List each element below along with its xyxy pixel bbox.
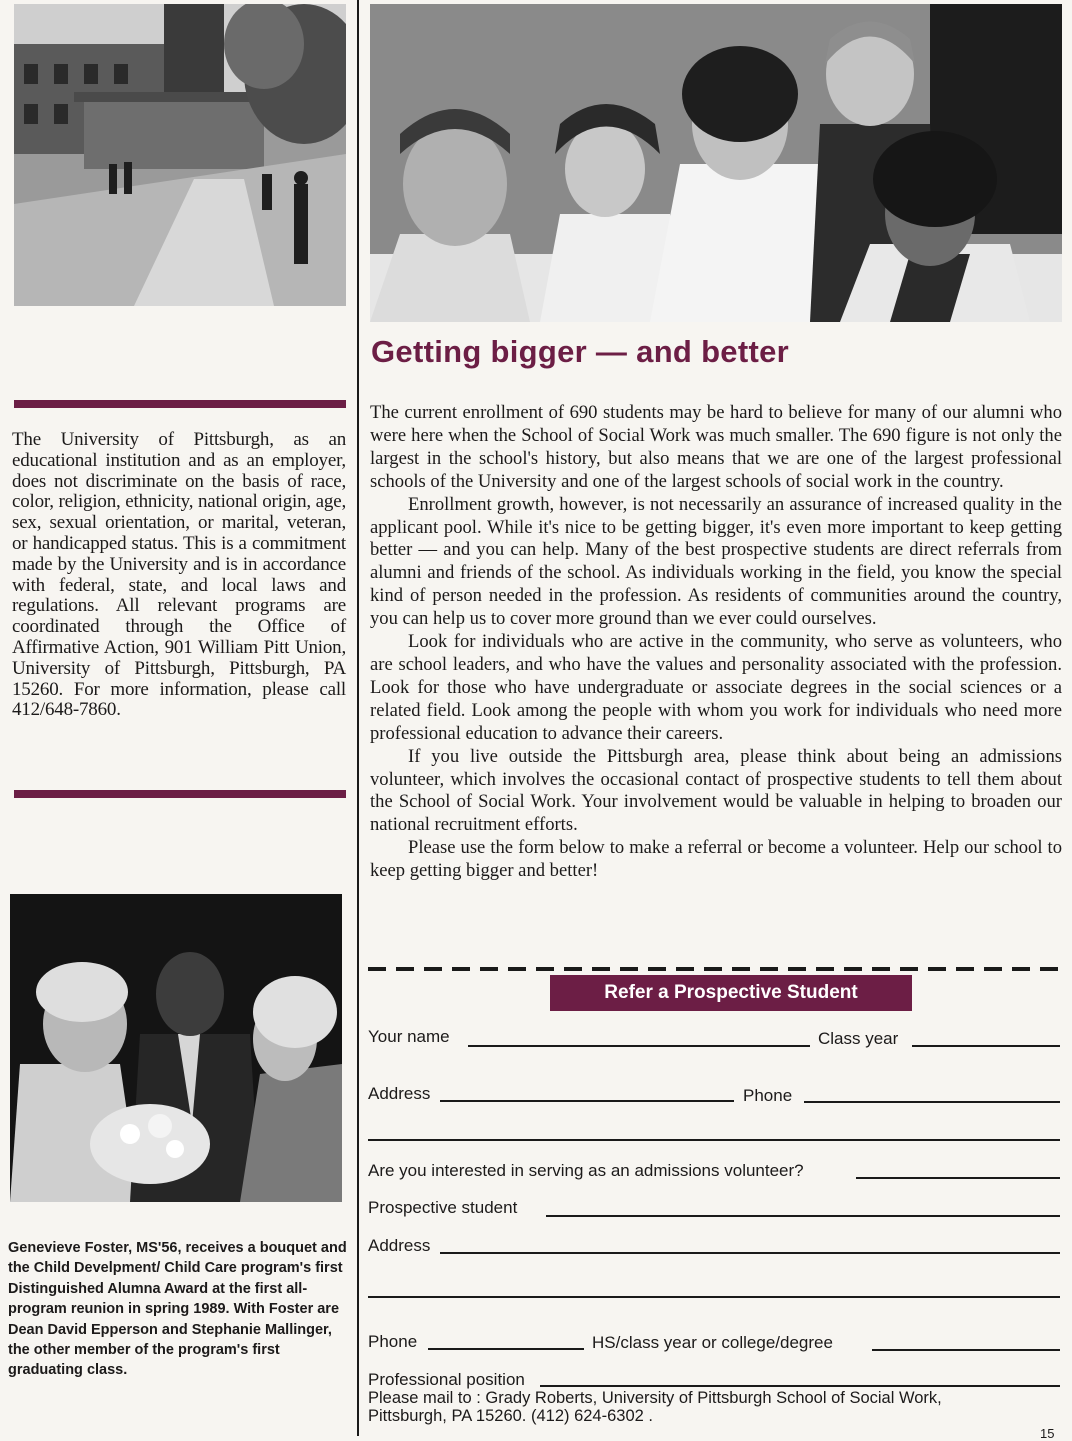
article-paragraph: The current enrollment of 690 students may be hard to believe for many of our alumni who were here when the School of Social Work was much smaller. The 690 figure is not only the largest in the school's history, but also means that we are one of the largest professional schools of the University and one of the largest schools of social work in the country. — [370, 402, 1062, 492]
article-headline: Getting bigger — and better — [371, 334, 790, 369]
mailing-line-2: Pittsburgh, PA 15260. (412) 624-6302 . — [368, 1407, 653, 1425]
phone-field[interactable] — [804, 1101, 1060, 1103]
student-phone-field[interactable] — [428, 1348, 584, 1350]
mailing-instructions — [368, 1389, 1058, 1425]
cut-line — [368, 967, 1062, 971]
form-banner: Refer a Prospective Student — [550, 975, 912, 1011]
hs-class-field[interactable] — [872, 1349, 1060, 1351]
student-address-label: Address — [368, 1236, 431, 1255]
nondiscrimination-notice: The University of Pittsburgh, as an educational institution and as an employer, does not discriminate on the basis of race, color, religion, ethnicity, national origin, age, sex, sexual orientation, or marital, veteran, or handicapped status. This is a commitment made by the University and is in accordance with federal, state, and local laws and regulations. All relevant programs are coordinated through the Office of Affirmative Action, 901 William Pitt Union, University of Pittsburgh, Pittsburgh, PA 15260. For more information, please call 412/648-7860. — [12, 429, 346, 721]
column-divider — [357, 0, 359, 1436]
campus-photo — [14, 4, 346, 306]
prospective-student-label: Prospective student — [368, 1198, 518, 1217]
student-phone-label: Phone — [368, 1332, 418, 1351]
student-address-field[interactable] — [440, 1252, 1060, 1254]
phone-label: Phone — [743, 1086, 793, 1105]
address-label: Address — [368, 1084, 431, 1103]
notice-bottom-bar — [14, 790, 346, 798]
volunteer-answer-field[interactable] — [856, 1177, 1060, 1179]
class-year-label: Class year — [818, 1029, 899, 1048]
students-group-photo — [370, 4, 1062, 322]
article-paragraph: Enrollment growth, however, is not necessarily an assurance of increased quality in the applicant pool. While it's nice to be getting bigger, it's even more important to keep getting better — and you can help. Many of the best prospective students are direct referrals from alumni and friends of the school. As individuals working in the field, you know the special kind of person needed in the profession. As residents of communities around the country, you can help us to cover more ground than we ever could ourselves. — [370, 493, 1062, 630]
address-field-line2[interactable] — [368, 1139, 1060, 1141]
article-body — [370, 402, 1062, 883]
your-name-label: Your name — [368, 1027, 450, 1046]
student-address-field-line2[interactable] — [368, 1296, 1060, 1298]
photo-caption: Genevieve Foster, MS'56, receives a bouquet and the Child Develpment/ Child Care program's first Distinguished Alumna Award at the first all-program reunion in spring 1989. With Foster are Dean David Epperson and Stephanie Mallinger, the other member of the program's first graduating class. — [8, 1240, 347, 1379]
class-year-field[interactable] — [912, 1045, 1060, 1047]
hs-class-label: HS/class year or college/degree — [592, 1333, 833, 1352]
professional-position-label: Professional position — [368, 1370, 525, 1389]
prospective-student-field[interactable] — [546, 1215, 1060, 1217]
professional-position-field[interactable] — [540, 1385, 1060, 1387]
your-name-field[interactable] — [468, 1045, 810, 1047]
address-field[interactable] — [440, 1100, 734, 1102]
article-paragraph: Please use the form below to make a referral or become a volunteer. Help our school to keep getting bigger and better! — [370, 837, 1062, 882]
article-paragraph: If you live outside the Pittsburgh area, please think about being an admissions volunteer, which involves the occasional contact of prospective students to tell them about the School of Social Work. Your involvement would be valuable in helping to broaden our national recruitment efforts. — [370, 745, 1062, 836]
volunteer-question-label: Are you interested in serving as an admissions volunteer? — [368, 1161, 804, 1180]
article-paragraph: Look for individuals who are active in the community, who serve as volunteers, who are school leaders, and who have the values and personality associated with the profession. Look for those who have undergraduate or associate degrees in the social sciences or a related field. Look among the people with whom you work for individuals who need more professional education to advance their careers. — [370, 631, 1062, 744]
page-number: 15 — [1040, 1426, 1055, 1441]
award-photo — [10, 894, 342, 1202]
notice-top-bar — [14, 400, 346, 408]
mailing-line-1: Please mail to : Grady Roberts, University of Pittsburgh School of Social Work, — [368, 1389, 942, 1407]
